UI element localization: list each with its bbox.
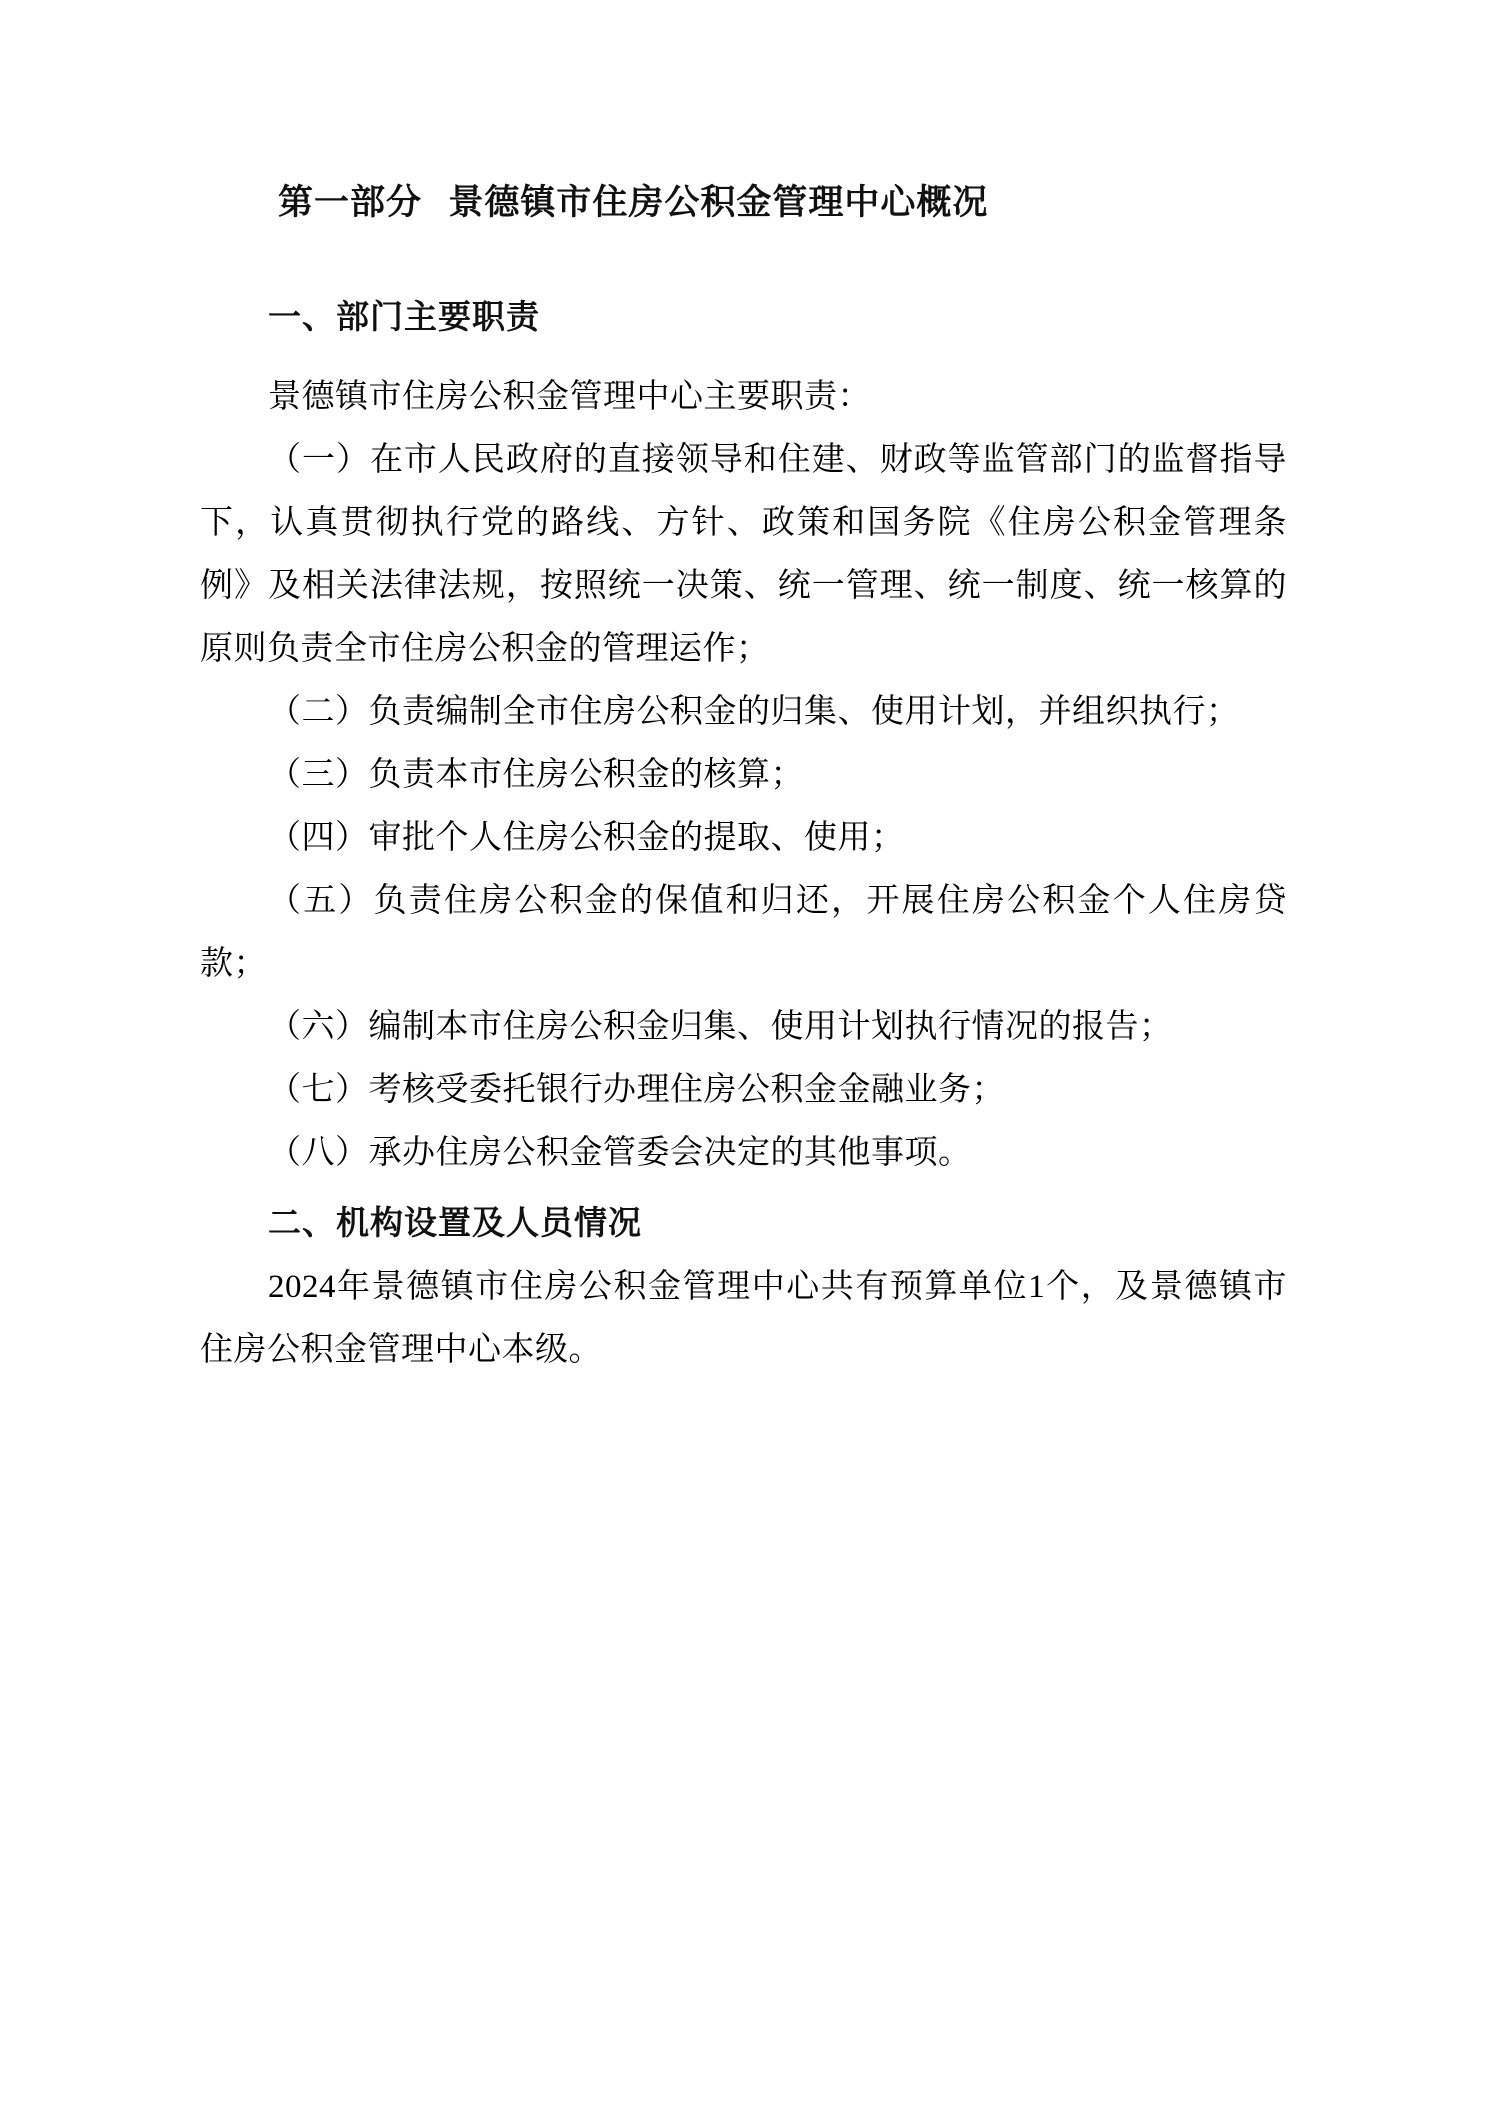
paragraph-structure-1: 2024年景德镇市住房公积金管理中心共有预算单位1个，及景德镇市住房公积金管理中心本级。	[200, 1269, 1287, 1368]
paragraph-duty-7: （七）考核受委托银行办理住房公积金金融业务；	[268, 1072, 1005, 1108]
paragraph-duties-intro: 景德镇市住房公积金管理中心主要职责：	[268, 379, 871, 415]
paragraph-duty-3: （三）负责本市住房公积金的核算；	[268, 757, 804, 793]
paragraph-duty-2: （二）负责编制全市住房公积金的归集、使用计划，并组织执行；	[268, 694, 1240, 730]
paragraph-duty-5: （五）负责住房公积金的保值和归还，开展住房公积金个人住房贷款；	[200, 883, 1287, 982]
page-title: 第一部分 景德镇市住房公积金管理中心概况	[278, 183, 989, 223]
section-heading-structure: 二、机构设置及人员情况	[268, 1203, 642, 1242]
paragraph-duty-1: （一）在市人民政府的直接领导和住建、财政等监管部门的监督指导下，认真贯彻执行党的路线、方针、政策和国务院《住房公积金管理条例》及相关法律法规，按照统一决策、统一管理、统一制度、统一核算的原则负责全市住房公积金的管理运作；	[200, 442, 1287, 667]
paragraph-duty-6: （六）编制本市住房公积金归集、使用计划执行情况的报告；	[268, 1009, 1173, 1045]
section-heading-duties: 一、部门主要职责	[268, 297, 540, 336]
paragraph-duty-8: （八）承办住房公积金管委会决定的其他事项。	[268, 1135, 972, 1171]
paragraph-duty-4: （四）审批个人住房公积金的提取、使用；	[268, 820, 905, 856]
